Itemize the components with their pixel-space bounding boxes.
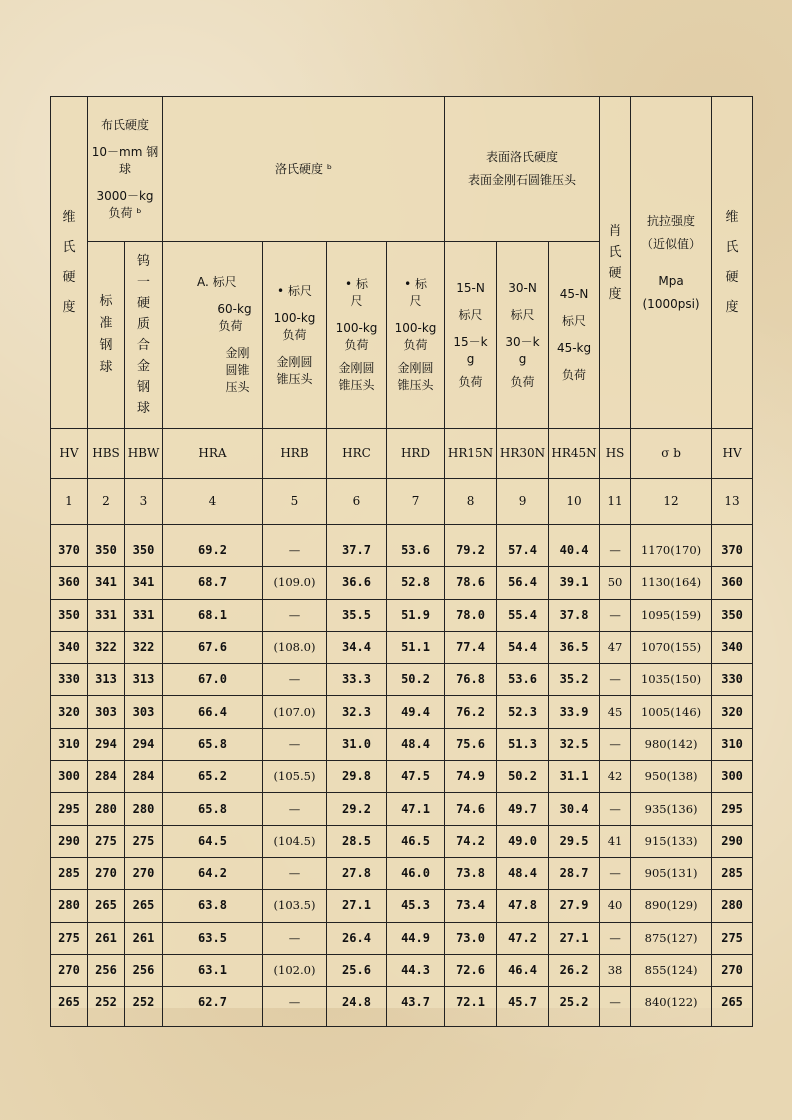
table-cell: 48.4: [497, 857, 549, 889]
table-cell: 29.2: [327, 793, 387, 825]
table-cell: 360: [51, 567, 88, 599]
table-cell: 35.2: [549, 664, 600, 696]
table-cell: 265: [51, 987, 88, 1027]
table-cell: 265: [712, 987, 753, 1027]
table-cell: 855(124): [631, 954, 712, 986]
table-cell: 27.1: [549, 922, 600, 954]
table-row: [51, 696, 753, 728]
table-cell: 49.7: [497, 793, 549, 825]
table-cell: —: [263, 664, 327, 696]
column-number: 10: [549, 479, 600, 525]
table-cell: 69.2: [163, 525, 263, 567]
table-cell: 50.2: [497, 761, 549, 793]
table-cell: 350: [88, 525, 125, 567]
table-cell: 47.8: [497, 890, 549, 922]
column-number: 3: [125, 479, 163, 525]
table-cell: 350: [712, 599, 753, 631]
table-cell: 29.5: [549, 825, 600, 857]
table-cell: 331: [125, 599, 163, 631]
table-cell: 53.6: [497, 664, 549, 696]
column-number: 8: [445, 479, 497, 525]
table-cell: 40.4: [549, 525, 600, 567]
table-cell: 67.0: [163, 664, 263, 696]
table-cell: 341: [125, 567, 163, 599]
table-cell: 48.4: [387, 728, 445, 760]
table-row: [51, 825, 753, 857]
table-cell: 310: [712, 728, 753, 760]
table-cell: 77.4: [445, 631, 497, 663]
table-cell: 915(133): [631, 825, 712, 857]
table-row: [51, 728, 753, 760]
table-cell: 280: [125, 793, 163, 825]
table-cell: —: [600, 728, 631, 760]
table-cell: 74.6: [445, 793, 497, 825]
table-cell: 280: [51, 890, 88, 922]
table-cell: 290: [712, 825, 753, 857]
table-cell: 261: [125, 922, 163, 954]
symbol-cell: HR15N: [445, 429, 497, 479]
column-number: 9: [497, 479, 549, 525]
table-cell: 47.5: [387, 761, 445, 793]
table-cell: 44.3: [387, 954, 445, 986]
table-cell: 26.4: [327, 922, 387, 954]
table-cell: 275: [125, 825, 163, 857]
table-cell: 270: [88, 857, 125, 889]
table-cell: 284: [88, 761, 125, 793]
table-cell: —: [263, 922, 327, 954]
table-cell: (109.0): [263, 567, 327, 599]
table-cell: 25.2: [549, 987, 600, 1027]
n45-scale-desc: 45-N 标尺 45-kg 负荷: [549, 242, 600, 429]
table-cell: 39.1: [549, 567, 600, 599]
a-scale-desc: A. 标尺 60-kg 负荷 金刚 圆锥 压头: [163, 242, 263, 429]
table-cell: 27.1: [327, 890, 387, 922]
column-number: 5: [263, 479, 327, 525]
table-row: [51, 631, 753, 663]
rockwell-header: 洛氏硬度 ᵇ: [163, 97, 445, 242]
table-cell: 51.3: [497, 728, 549, 760]
table-cell: 34.4: [327, 631, 387, 663]
column-number: 4: [163, 479, 263, 525]
table-cell: 28.7: [549, 857, 600, 889]
table-cell: 370: [712, 525, 753, 567]
table-cell: 370: [51, 525, 88, 567]
table-cell: 49.0: [497, 825, 549, 857]
column-number: 7: [387, 479, 445, 525]
table-cell: 65.2: [163, 761, 263, 793]
table-cell: 72.6: [445, 954, 497, 986]
column-number: 1: [51, 479, 88, 525]
table-cell: 66.4: [163, 696, 263, 728]
column-number: 13: [712, 479, 753, 525]
table-cell: 261: [88, 922, 125, 954]
table-cell: 840(122): [631, 987, 712, 1027]
table-cell: 950(138): [631, 761, 712, 793]
table-cell: 294: [125, 728, 163, 760]
table-cell: 256: [125, 954, 163, 986]
table-cell: 905(131): [631, 857, 712, 889]
table-row: [51, 567, 753, 599]
table-cell: 331: [88, 599, 125, 631]
symbol-cell: HRD: [387, 429, 445, 479]
table-cell: 294: [88, 728, 125, 760]
symbol-cell: σ b: [631, 429, 712, 479]
table-cell: 46.5: [387, 825, 445, 857]
table-cell: 30.4: [549, 793, 600, 825]
hbs-desc: 标准钢球: [88, 242, 125, 429]
table-cell: (102.0): [263, 954, 327, 986]
table-cell: 46.4: [497, 954, 549, 986]
table-cell: 340: [51, 631, 88, 663]
table-cell: 1170(170): [631, 525, 712, 567]
table-cell: 78.0: [445, 599, 497, 631]
table-cell: 37.7: [327, 525, 387, 567]
table-cell: 51.1: [387, 631, 445, 663]
table-cell: 275: [88, 825, 125, 857]
table-cell: 313: [125, 664, 163, 696]
brinell-header: 布氏硬度 10－mm 钢 球 3000－kg 负荷 ᵇ: [88, 97, 163, 242]
table-cell: 284: [125, 761, 163, 793]
table-cell: 27.8: [327, 857, 387, 889]
table-cell: 313: [88, 664, 125, 696]
table-cell: (108.0): [263, 631, 327, 663]
column-number-row: [51, 479, 753, 525]
table-cell: 295: [712, 793, 753, 825]
table-cell: 57.4: [497, 525, 549, 567]
table-cell: (107.0): [263, 696, 327, 728]
table-cell: 64.5: [163, 825, 263, 857]
table-cell: —: [600, 922, 631, 954]
table-cell: 935(136): [631, 793, 712, 825]
table-cell: 36.6: [327, 567, 387, 599]
table-cell: 265: [125, 890, 163, 922]
table-cell: 360: [712, 567, 753, 599]
table-cell: 73.8: [445, 857, 497, 889]
table-cell: 256: [88, 954, 125, 986]
table-cell: 340: [712, 631, 753, 663]
table-cell: 341: [88, 567, 125, 599]
table-cell: —: [263, 599, 327, 631]
table-cell: 35.5: [327, 599, 387, 631]
table-cell: 330: [712, 664, 753, 696]
table-cell: —: [263, 728, 327, 760]
data-body: [51, 525, 753, 1027]
table-cell: 322: [88, 631, 125, 663]
table-cell: 252: [88, 987, 125, 1027]
table-cell: 63.5: [163, 922, 263, 954]
symbol-cell: HBW: [125, 429, 163, 479]
table-cell: 29.8: [327, 761, 387, 793]
table-cell: 890(129): [631, 890, 712, 922]
table-cell: —: [263, 987, 327, 1027]
table-cell: 41: [600, 825, 631, 857]
table-cell: 303: [88, 696, 125, 728]
table-cell: 252: [125, 987, 163, 1027]
table-cell: 265: [88, 890, 125, 922]
table-cell: 53.6: [387, 525, 445, 567]
table-cell: 49.4: [387, 696, 445, 728]
table-row: [51, 857, 753, 889]
table-cell: 40: [600, 890, 631, 922]
table-cell: 33.9: [549, 696, 600, 728]
table-cell: 74.2: [445, 825, 497, 857]
table-cell: 31.0: [327, 728, 387, 760]
symbol-cell: HV: [712, 429, 753, 479]
header-row-1: [51, 97, 753, 242]
table-cell: 45: [600, 696, 631, 728]
table-cell: 76.2: [445, 696, 497, 728]
table-cell: 24.8: [327, 987, 387, 1027]
table-row: [51, 525, 753, 567]
table-cell: 73.0: [445, 922, 497, 954]
table-cell: 1095(159): [631, 599, 712, 631]
table-cell: 47.1: [387, 793, 445, 825]
table-cell: 45.3: [387, 890, 445, 922]
table-cell: 42: [600, 761, 631, 793]
table-cell: 68.1: [163, 599, 263, 631]
table-row: [51, 954, 753, 986]
table-cell: 32.5: [549, 728, 600, 760]
table-cell: 68.7: [163, 567, 263, 599]
shore-header: 肖氏硬度: [600, 97, 631, 429]
column-number: 11: [600, 479, 631, 525]
table-cell: 51.9: [387, 599, 445, 631]
table-cell: 27.9: [549, 890, 600, 922]
table-cell: 1070(155): [631, 631, 712, 663]
table-cell: 78.6: [445, 567, 497, 599]
table-cell: (105.5): [263, 761, 327, 793]
table-row: [51, 922, 753, 954]
table-cell: —: [600, 599, 631, 631]
table-cell: 79.2: [445, 525, 497, 567]
table-cell: 980(142): [631, 728, 712, 760]
symbol-cell: HRA: [163, 429, 263, 479]
table-cell: 36.5: [549, 631, 600, 663]
table-cell: —: [263, 525, 327, 567]
table-cell: 47.2: [497, 922, 549, 954]
table-cell: 31.1: [549, 761, 600, 793]
symbol-cell: HRC: [327, 429, 387, 479]
table-cell: 45.7: [497, 987, 549, 1027]
table-cell: 310: [51, 728, 88, 760]
table-cell: 32.3: [327, 696, 387, 728]
table-cell: 47: [600, 631, 631, 663]
table-cell: 67.6: [163, 631, 263, 663]
table-cell: —: [600, 857, 631, 889]
table-cell: 65.8: [163, 728, 263, 760]
b-scale-desc: • 标尺 100-kg 负荷 金刚圆 锥压头: [263, 242, 327, 429]
table-cell: 38: [600, 954, 631, 986]
table-cell: 280: [712, 890, 753, 922]
table-cell: 64.2: [163, 857, 263, 889]
table-cell: 270: [51, 954, 88, 986]
hardness-conversion-table: [50, 96, 753, 1027]
table-cell: 65.8: [163, 793, 263, 825]
table-cell: 28.5: [327, 825, 387, 857]
symbol-cell: HR45N: [549, 429, 600, 479]
d-scale-desc: • 标 尺 100-kg 负荷 金刚圆 锥压头: [387, 242, 445, 429]
table-cell: 295: [51, 793, 88, 825]
table-cell: 62.7: [163, 987, 263, 1027]
table-cell: 270: [125, 857, 163, 889]
table-cell: 50.2: [387, 664, 445, 696]
table-cell: 330: [51, 664, 88, 696]
table-cell: —: [600, 793, 631, 825]
symbol-cell: HR30N: [497, 429, 549, 479]
table-cell: 26.2: [549, 954, 600, 986]
table-row: [51, 664, 753, 696]
symbol-cell: HBS: [88, 429, 125, 479]
symbol-cell: HS: [600, 429, 631, 479]
table-cell: (103.5): [263, 890, 327, 922]
table-cell: 320: [712, 696, 753, 728]
table-cell: —: [600, 987, 631, 1027]
table-row: [51, 890, 753, 922]
table-cell: 72.1: [445, 987, 497, 1027]
table-cell: 300: [51, 761, 88, 793]
tensile-header: 抗拉强度 （近似值） Mpa (1000psi): [631, 97, 712, 429]
table-cell: 280: [88, 793, 125, 825]
table-cell: 73.4: [445, 890, 497, 922]
n30-scale-desc: 30-N 标尺 30－k g 负荷: [497, 242, 549, 429]
hbw-desc: 钨一硬质合金钢球: [125, 242, 163, 429]
table-cell: 350: [51, 599, 88, 631]
c-scale-desc: • 标 尺 100-kg 负荷 金刚圆 锥压头: [327, 242, 387, 429]
table-cell: 63.8: [163, 890, 263, 922]
table-cell: 270: [712, 954, 753, 986]
table-row: [51, 987, 753, 1027]
table-cell: 875(127): [631, 922, 712, 954]
column-number: 6: [327, 479, 387, 525]
table-row: [51, 793, 753, 825]
table-cell: 76.8: [445, 664, 497, 696]
column-number: 12: [631, 479, 712, 525]
table-cell: 285: [51, 857, 88, 889]
table-cell: 55.4: [497, 599, 549, 631]
table-cell: (104.5): [263, 825, 327, 857]
table-cell: 25.6: [327, 954, 387, 986]
table-cell: —: [600, 525, 631, 567]
table-cell: 303: [125, 696, 163, 728]
symbol-cell: HV: [51, 429, 88, 479]
table-cell: 56.4: [497, 567, 549, 599]
table-cell: —: [263, 857, 327, 889]
table-cell: 350: [125, 525, 163, 567]
table-cell: 322: [125, 631, 163, 663]
symbol-row: [51, 429, 753, 479]
vickers-header: 维氏硬度: [51, 97, 88, 429]
table-cell: 43.7: [387, 987, 445, 1027]
n15-scale-desc: 15-N 标尺 15－k g 负荷: [445, 242, 497, 429]
table-cell: 54.4: [497, 631, 549, 663]
table-cell: 33.3: [327, 664, 387, 696]
table-cell: 275: [712, 922, 753, 954]
vickers-header-right: 维氏硬度: [712, 97, 753, 429]
table-row: [51, 761, 753, 793]
table-cell: —: [600, 664, 631, 696]
table-cell: 290: [51, 825, 88, 857]
surface-rockwell-header: 表面洛氏硬度 表面金刚石圆锥压头: [445, 97, 600, 242]
symbol-cell: HRB: [263, 429, 327, 479]
table-cell: 300: [712, 761, 753, 793]
column-number: 2: [88, 479, 125, 525]
table-cell: 275: [51, 922, 88, 954]
table-cell: 63.1: [163, 954, 263, 986]
table-cell: 1035(150): [631, 664, 712, 696]
table-cell: 1130(164): [631, 567, 712, 599]
table-cell: 46.0: [387, 857, 445, 889]
table-row: [51, 599, 753, 631]
table-cell: 75.6: [445, 728, 497, 760]
table-cell: 320: [51, 696, 88, 728]
table-cell: 74.9: [445, 761, 497, 793]
table-cell: 52.3: [497, 696, 549, 728]
table-cell: 50: [600, 567, 631, 599]
table-cell: 44.9: [387, 922, 445, 954]
table-cell: 37.8: [549, 599, 600, 631]
table-cell: 1005(146): [631, 696, 712, 728]
table-cell: 285: [712, 857, 753, 889]
table-cell: 52.8: [387, 567, 445, 599]
table-cell: —: [263, 793, 327, 825]
